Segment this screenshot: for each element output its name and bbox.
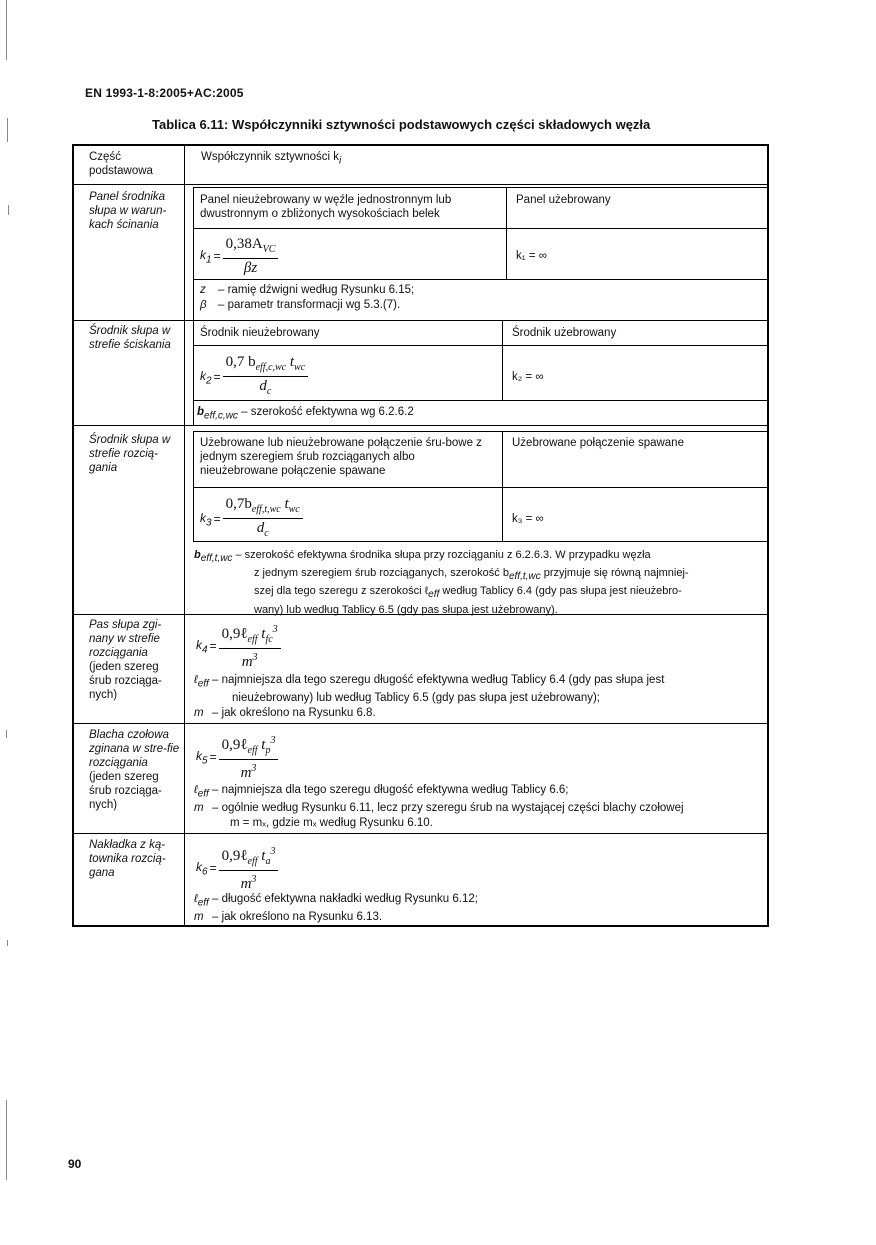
standard-header: EN 1993-1-8:2005+AC:2005: [85, 86, 244, 100]
row2-left-heading: Środnik nieużebrowany: [200, 327, 320, 339]
row3-legend: $b_{eff,t,wc}$ – szerokość efektywna środnika słupa przy rozciąganiu z 6.2.6.3. W przypadku węzła z jednym szeregiem śrub rozciąganych, szerokość $b_{eff,t,wc}$ przyjmuje się równą najmniej- szej dla tego szeregu z szerokości ℓ$_{eff}$ według Tablicy 6.4 (gdy pas słupa jest nieużebro- wany) lub według Tablicy 6.5 (gdy pas słupa jest użebrowany).: [194, 549, 689, 616]
row4-legend: ℓ$_{eff}$ – najmniejsza dla tego szeregu długość efektywna według Tablicy 6.4 (gdy pas słupa jest nieużebrowany) lub według Tablicy 6.5 (gdy pas słupa jest użebrowany); m – jak określono na Rysunku 6.8.: [194, 674, 665, 720]
row1-left-heading: Panel nieużebrowany w węźle jednostronnym lub dwustronnym o zbliżonych wysokościach belek: [200, 194, 452, 220]
row1-formula-k1: $k_1$ = $\frac{0,38A_{VC}}{\beta z}$: [200, 236, 278, 276]
column-header-part: Część podstawowa: [89, 151, 153, 177]
row1-right-formula: k₁ = ∞: [516, 250, 547, 262]
row4-part-label: Pas słupa zgi-nany w strefie rozciągania (jeden szereg śrub rozciąga-nych): [89, 619, 162, 701]
row5-legend: ℓ$_{eff}$ – najmniejsza dla tego szeregu długość efektywna według Tablicy 6.6; m – ogólnie według Rysunku 6.11, lecz przy szeregu śrub na wystającej części blachy czołowej m = mₓ, gdzie mₓ według Rysunku 6.10.: [194, 784, 684, 830]
row2-legend: $b_{eff,c,wc}$ – szerokość efektywna wg 6.2.6.2: [197, 406, 414, 422]
row6-part-label: Nakładka z ką-townika rozcią-gana: [89, 839, 166, 879]
table-title: Tablica 6.11: Współczynniki sztywności podstawowych części składowych węzła: [152, 117, 651, 132]
row2-formula-k2: $k_2$ = $\frac{0,7 b_{eff,c,wc} t_{wc}}{d_c}$: [200, 354, 308, 400]
row5-formula-k5: $k_5$ = $\frac{0,9\ell_{eff} t_p^3}{m^3}$: [196, 733, 278, 781]
row4-formula-k4: $k_4$ = $\frac{0,9\ell_{eff} t_{fc}^3}{m^3}$: [196, 622, 281, 670]
row2-part-label: Środnik słupa w strefie ściskania: [89, 325, 171, 351]
row2-right-heading: Środnik użebrowany: [512, 327, 617, 339]
row3-right-heading: Użebrowane połączenie spawane: [512, 437, 684, 449]
row2-right-formula: k₂ = ∞: [512, 371, 544, 383]
row3-formula-k3: $k_3$ = $\frac{0,7b_{eff,t,wc} t_{wc}}{d_c}$: [200, 496, 303, 542]
row1-right-heading: Panel użebrowany: [516, 194, 611, 206]
row3-part-label: Środnik słupa w strefie rozcią-gania: [89, 434, 171, 474]
row6-formula-k6: $k_6$ = $\frac{0,9\ell_{eff} t_a^3}{m^3}$: [196, 844, 278, 892]
row3-left-heading: Użebrowane lub nieużebrowane połączenie śru-bowe z jednym szeregiem śrub rozciąganych albo nieużebrowane połączenie spawane: [200, 437, 482, 477]
row3-right-formula: k₃ = ∞: [512, 513, 544, 525]
column-header-coef: Współczynnik sztywności $k_i$: [201, 151, 342, 167]
row6-legend: ℓ$_{eff}$ – długość efektywna nakładki według Rysunku 6.12; m – jak określono na Rysunku 6.13.: [194, 893, 478, 924]
row5-part-label: Blacha czołowa zginana w stre-fie rozciągania (jeden szereg śrub rozciąga-nych): [89, 729, 180, 811]
scan-edge-marks: [0, 0, 30, 1245]
row1-part-label: Panel środnika słupa w warun-kach ścinania: [89, 191, 167, 231]
row1-legend: z – ramię dźwigni według Rysunku 6.15; β – parametr transformacji wg 5.3.(7).: [200, 284, 415, 311]
page-number: 90: [68, 1157, 82, 1171]
